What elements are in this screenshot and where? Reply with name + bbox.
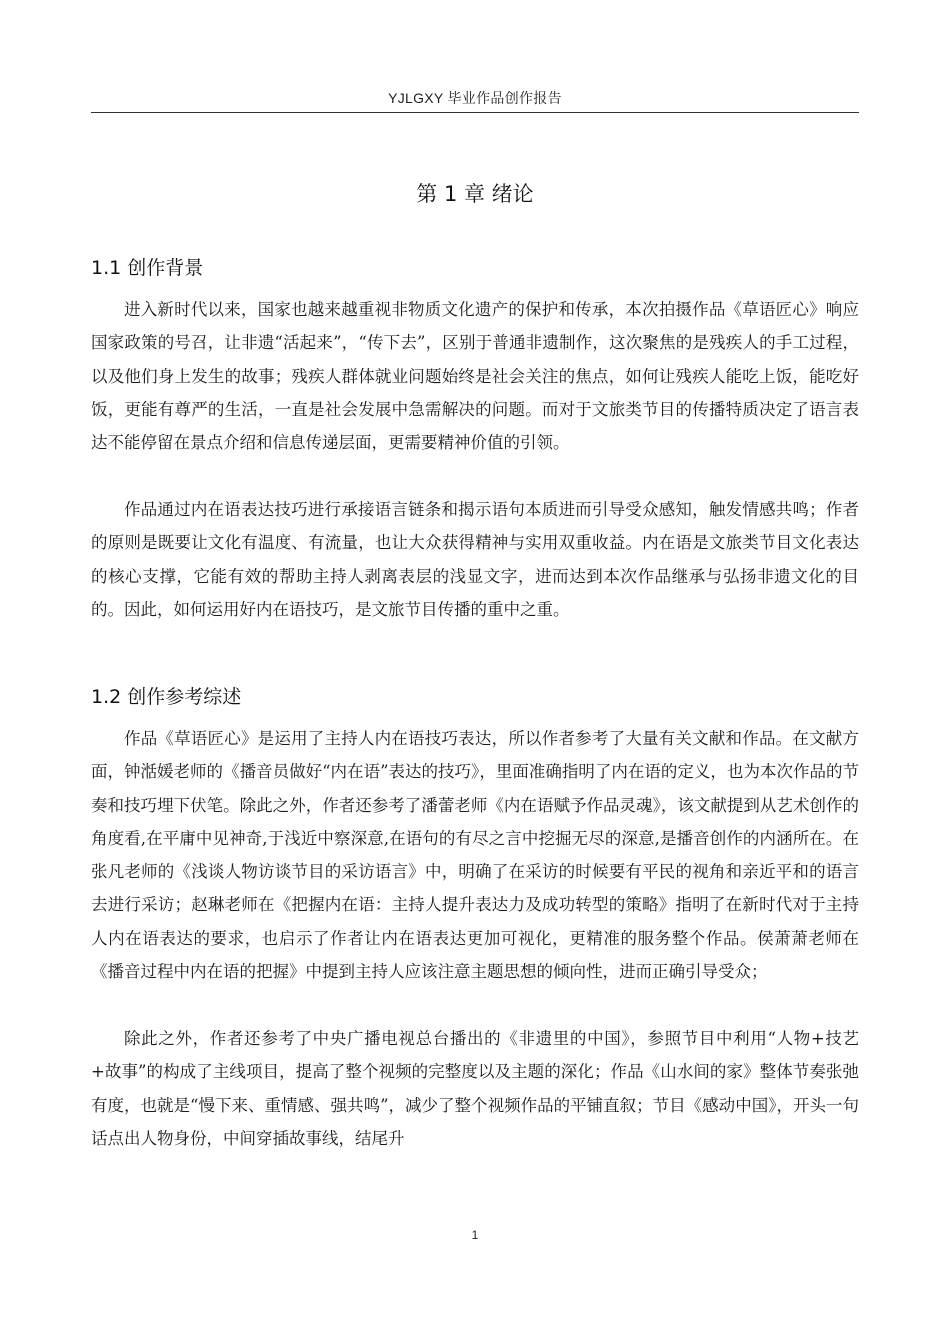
chapter-title: 第 1 章 绪论 [416,182,534,206]
page-number: 1 [471,1228,479,1242]
page-header: YJLGXY 毕业作品创作报告 [388,90,562,106]
header-divider [91,112,859,113]
paragraph: 除此之外，作者还参考了中央广播电视总台播出的《非遗里的中国》，参照节目中利用“人物+技艺+故事”的构成了主线项目，提高了整个视频的完整度以及主题的深化；作品《山水间的家》整体节奏张弛有度，也就是“慢下来、重情感、强共鸣”，减少了整个视频作品的平铺直叙；节目《感动中国》，开头一句话点出人物身份，中间穿插故事线，结尾升 [91,1029,859,1148]
paragraph: 作品《草语匠心》是运用了主持人内在语技巧表达，所以作者参考了大量有关文献和作品。在文献方面，钟湉媛老师的《播音员做好“内在语”表达的技巧》，里面准确指明了内在语的定义，也为本次作品的节奏和技巧埋下伏笔。除此之外，作者还参考了潘蕾老师《内在语赋予作品灵魂》，该文献提到从艺术创作的角度看,在平庸中见神奇,于浅近中察深意,在语句的有尽之言中挖掘无尽的深意,是播音创作的内涵所在。在张凡老师的《浅谈人物访谈节目的采访语言》中，明确了在采访的时候要有平民的视角和亲近平和的语言去进行采访；赵琳老师在《把握内在语：主持人提升表达力及成功转型的策略》指明了在新时代对于主持人内在语表达的要求，也启示了作者让内在语表达更加可视化，更精准的服务整个作品。侯萧萧老师在《播音过程中内在语的把握》中提到主持人应该注意主题思想的倾向性，进而正确引导受众； [91,729,859,982]
section-heading-references: 1.2 创作参考综述 [91,686,242,708]
paragraph: 进入新时代以来，国家也越来越重视非物质文化遗产的保护和传承，本次拍摄作品《草语匠心》响应国家政策的号召，让非遗“活起来”，“传下去”，区别于普通非遗制作，这次聚焦的是残疾人的手工过程，以及他们身上发生的故事；残疾人群体就业问题始终是社会关注的焦点，如何让残疾人能吃上饭，能吃好饭，更能有尊严的生活，一直是社会发展中急需解决的问题。而对于文旅类节目的传播特质决定了语言表达不能停留在景点介绍和信息传递层面，更需要精神价值的引领。 [91,300,859,453]
paragraph: 作品通过内在语表达技巧进行承接语言链条和揭示语句本质进而引导受众感知，触发情感共鸣；作者的原则是既要让文化有温度、有流量，也让大众获得精神与实用双重收益。内在语是文旅类节目文化表达的核心支撑，它能有效的帮助主持人剥离表层的浅显文字，进而达到本次作品继承与弘扬非遗文化的目的。因此，如何运用好内在语技巧，是文旅节目传播的重中之重。 [91,500,859,619]
section-heading-background: 1.1 创作背景 [91,257,204,279]
